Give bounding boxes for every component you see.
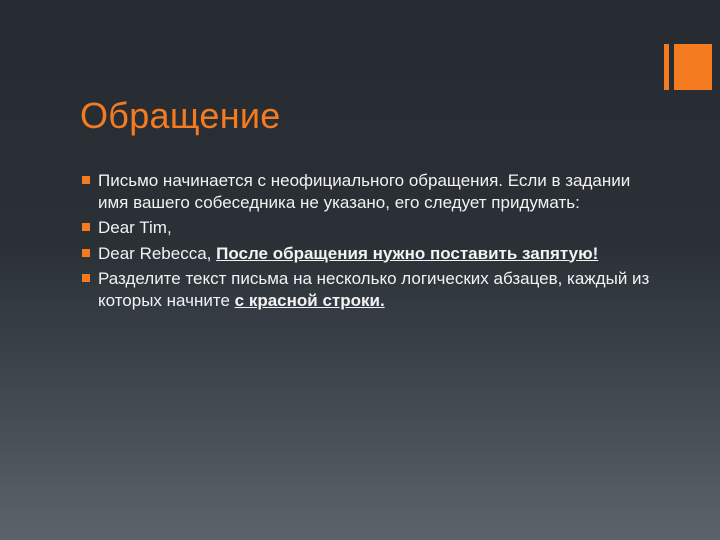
bullet-text: Разделите текст письма на несколько логических абзацев, каждый из которых начните xyxy=(98,269,650,310)
bullet-item xyxy=(82,268,652,311)
square-bullet-icon xyxy=(82,223,90,231)
slide-title: Обращение xyxy=(80,95,281,136)
bullet-emphasis: с красной строки. xyxy=(234,290,385,310)
accent-block xyxy=(674,44,712,90)
bullet-list xyxy=(82,170,652,315)
bullet-text: Dear Tim, xyxy=(98,218,172,237)
accent-bar xyxy=(664,44,669,90)
bullet-text: Dear Rebecca, xyxy=(98,243,217,263)
bullet-item xyxy=(82,217,652,239)
square-bullet-icon xyxy=(82,274,90,282)
square-bullet-icon xyxy=(82,249,90,257)
bullet-item xyxy=(82,170,652,213)
square-bullet-icon xyxy=(82,176,90,184)
bullet-emphasis: После обращения нужно поставить запятую! xyxy=(216,243,599,263)
bullet-item xyxy=(82,243,652,265)
bullet-text: Письмо начинается с неофициального обращения. Если в задании имя вашего собеседника не указано, его следует придумать: xyxy=(98,171,631,212)
